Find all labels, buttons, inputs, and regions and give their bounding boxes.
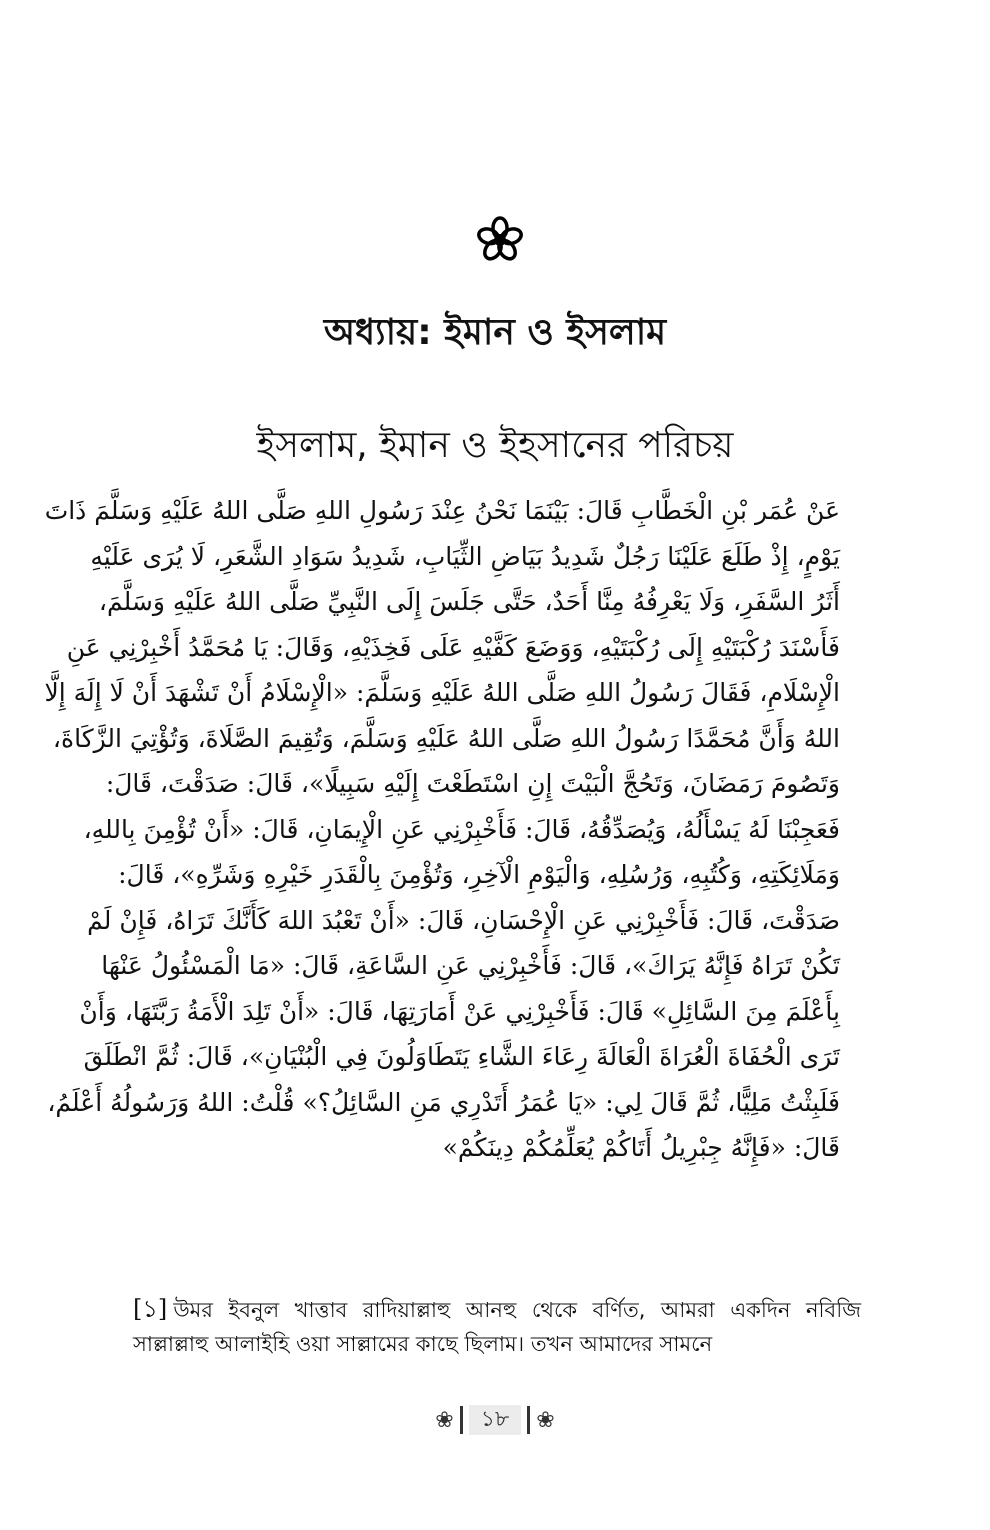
page-number: ১৮: [469, 1405, 522, 1435]
bengali-translation: [133, 1292, 861, 1361]
footnote-marker: [১]: [133, 1295, 168, 1323]
arabic-line: تَكُنْ تَرَاهُ فَإِنَّهُ يَرَاكَ»، قَالَ: فَأَخْبِرْنِي عَنِ السَّاعَةِ، قَالَ: «مَا الْمَسْئُولُ عَنْهَا: [101, 951, 840, 980]
arabic-line: أَثَرُ السَّفَرِ، وَلَا يَعْرِفُهُ مِنَّا أَحَدٌ، حَتَّى جَلَسَ إِلَى النَّبِيِّ صَلَّى اللهُ عَلَيْهِ وَسَلَّمَ،: [98, 587, 840, 616]
arabic-hadith-text: [44, 488, 840, 1171]
ornament-left-icon: ❀: [435, 1407, 454, 1432]
arabic-line: تَرَى الْحُفَاةَ الْعُرَاةَ الْعَالَةَ رِعَاءَ الشَّاءِ يَتَطَاوَلُونَ فِي الْبُنْيَانِ»، قَالَ: ثُمَّ انْطَلَقَ: [83, 1042, 840, 1071]
arabic-line: وَتَصُومَ رَمَضَانَ، وَتَحُجَّ الْبَيْتَ إِنِ اسْتَطَعْتَ إِلَيْهِ سَبِيلًا»، قَالَ: صَدَقْتَ، قَالَ:: [105, 769, 840, 798]
arabic-line: بِأَعْلَمَ مِنَ السَّائِلِ» قَالَ: فَأَخْبِرْنِي عَنْ أَمَارَتِهَا، قَالَ: «أَنْ تَلِدَ الْأَمَةُ رَبَّتَهَا، وَأَنْ: [79, 996, 840, 1026]
section-title: ইসলাম, ইমান ও ইহসানের পরিচয়: [256, 425, 734, 466]
arabic-line: قَالَ: «فَإِنَّهُ جِبْرِيلُ أَتَاكُمْ يُعَلِّمُكُمْ دِينَكُمْ»: [442, 1133, 840, 1162]
arabic-line: فَعَجِبْنَا لَهُ يَسْأَلُهُ، وَيُصَدِّقُهُ، قَالَ: فَأَخْبِرْنِي عَنِ الْإِيمَانِ، قَالَ: «أَنْ تُؤْمِنَ بِاللهِ،: [83, 814, 840, 844]
divider: [460, 1406, 463, 1434]
arabic-line: فَأَسْنَدَ رُكْبَتَيْهِ إِلَى رُكْبَتَيْهِ، وَوَضَعَ كَفَّيْهِ عَلَى فَخِذَيْهِ، وَقَالَ: يَا مُحَمَّدُ أَخْبِرْنِي عَنِ: [66, 632, 840, 662]
flower-icon: [475, 215, 525, 265]
arabic-line: يَوْمٍ، إِذْ طَلَعَ عَلَيْنَا رَجُلٌ شَدِيدُ بَيَاضِ الثِّيَابِ، شَدِيدُ سَوَادِ الشَّعَرِ، لَا يُرَى عَلَيْهِ: [90, 541, 840, 571]
arabic-line: الْإِسْلَامِ، فَقَالَ رَسُولُ اللهِ صَلَّى اللهُ عَلَيْهِ وَسَلَّمَ: «الْإِسْلَامُ أَنْ تَشْهَدَ أَنْ لَا إِلَهَ إِلَّا: [44, 678, 840, 707]
translation-text: উমর ইবনুল খাত্তাব রাদিয়াল্লাহু আনহু থেকে বর্ণিত, আমরা একদিন নবিজি সাল্লাল্লাহু আলাইহি ওয়া সাল্লামের কাছে ছিলাম। তখন আমাদের সামনে: [133, 1298, 861, 1356]
chapter-title: অধ্যায়: ইমান ও ইসলাম: [323, 312, 667, 353]
divider: [527, 1406, 530, 1434]
arabic-line: اللهُ وَأَنَّ مُحَمَّدًا رَسُولُ اللهِ صَلَّى اللهُ عَلَيْهِ وَسَلَّمَ، وَتُقِيمَ الصَّلَاةَ، وَتُؤْتِيَ الزَّكَاةَ،: [52, 723, 840, 753]
arabic-line: فَلَبِثْتُ مَلِيًّا، ثُمَّ قَالَ لِي: «يَا عُمَرُ أَتَدْرِي مَنِ السَّائِلُ؟» قُلْتُ: اللهُ وَرَسُولُهُ أَعْلَمُ،: [47, 1087, 840, 1117]
arabic-line: عَنْ عُمَر بْنِ الْخَطَّابِ قَالَ: بَيْنَمَا نَحْنُ عِنْدَ رَسُولِ اللهِ صَلَّى اللهُ عَلَيْهِ وَسَلَّمَ ذَاتَ: [44, 496, 840, 525]
arabic-line: وَمَلَائِكَتِهِ، وَكُتُبِهِ، وَرُسُلِهِ، وَالْيَوْمِ الْآخِرِ، وَتُؤْمِنَ بِالْقَدَرِ خَيْرِهِ وَشَرِّهِ»، قَالَ:: [118, 860, 840, 889]
page-footer: [0, 1405, 990, 1435]
ornament-right-icon: ❀: [536, 1407, 555, 1432]
arabic-line: صَدَقْتَ، قَالَ: فَأَخْبِرْنِي عَنِ الْإِحْسَانِ، قَالَ: «أَنْ تَعْبُدَ اللهَ كَأَنَّكَ تَرَاهُ، فَإِنْ لَمْ: [87, 905, 840, 935]
